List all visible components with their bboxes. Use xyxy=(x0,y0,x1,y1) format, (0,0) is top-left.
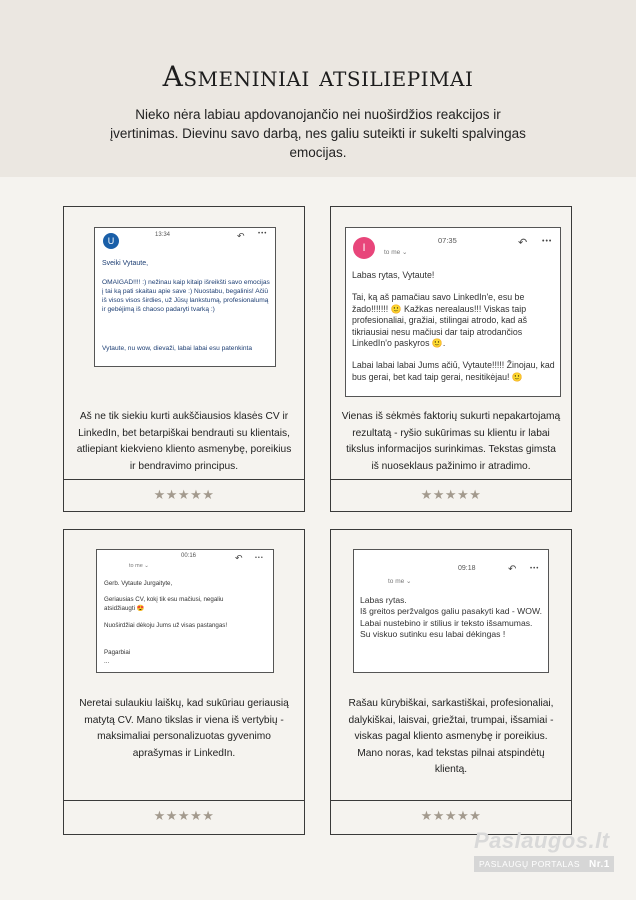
header xyxy=(0,0,636,177)
email-screenshot xyxy=(96,549,274,673)
avatar: U xyxy=(103,233,119,249)
email-screenshot xyxy=(345,227,561,397)
email-body: Iš greitos peržvalgos galiu pasakyti kad - WOW. Labai nustebino ir stilius ir teksto išsamumas. Su viskuo sutinku esu labai dėkingas ! xyxy=(360,606,542,639)
card-divider xyxy=(331,800,571,801)
email-time: 07:35 xyxy=(438,236,457,245)
email-time: 09:18 xyxy=(458,565,476,572)
reply-icon[interactable]: ↶ xyxy=(235,553,243,563)
more-icon[interactable]: ••• xyxy=(542,238,553,245)
page-title: Asmeniniai atsiliepimai xyxy=(162,60,474,93)
watermark-tagline: PASLAUGŲ PORTALAS xyxy=(479,859,581,869)
card-divider xyxy=(331,479,571,480)
watermark xyxy=(474,828,614,872)
email-greeting: Gerb. Vytaute Jurgaityte, xyxy=(104,580,173,587)
card-description: Vienas iš sėkmės faktorių sukurti nepakartojamą rezultatą - ryšio sukūrimas su klientu ir labai tikslus informacijos surinkimas. Tekstas gimsta iš nuoseklaus pažinimo ir atradimo. xyxy=(341,411,561,472)
testimonial-card-3 xyxy=(63,529,305,835)
email-screenshot xyxy=(353,549,549,673)
card-description: Rašau kūrybiškai, sarkastiškai, profesionaliai, dalykiškai, laisvai, griežtai, trumpai, išsamiai - viskas pagal kliento asmenybę ir poreikius. Mano noras, kad tekstas pilnai atspindėtų klientą. xyxy=(348,698,554,775)
card-divider xyxy=(64,800,304,801)
email-greeting: Sveiki Vytaute, xyxy=(102,260,149,267)
email-body: Tai, ką aš pamačiau savo LinkedIn'e, esu be žado!!!!!!! 🙂 Kažkas nerealaus!!! Viskas taip profesionaliai, gražiai, stilingai atrodo, kad aš tikriausiai nesu mačiusi dar taip atrodančios LinkedIn'o paskyros 🙂. xyxy=(352,292,528,348)
to-me-label: to me ⌄ xyxy=(388,578,412,585)
card-description: Neretai sulaukiu laiškų, kad sukūriau geriausią matytą CV. Mano tikslas ir viena iš vertybių - maksimaliai personalizuotas gyvenimo aprašymas ir LinkedIn. xyxy=(79,698,289,759)
page-subtitle: Nieko nėra labiau apdovanojančio nei nuoširdžios reakcijos ir įvertinimas. Dievinu savo darbą, nes galiu suteikti ir sukelti spalvingas emocijas. xyxy=(110,107,526,160)
more-icon[interactable]: ••• xyxy=(255,555,264,561)
watermark-brand: Paslaugos.lt xyxy=(474,828,610,853)
email-body: OMAIGAD!!!! :) nežinau kaip kitaip išreikšti savo emocijas į tai ką pati skaitau apie save :) Nuostabu, begalinis! Ačiū iš visos visos širdies, už Jūsų lankstumą, profesionalumą ir gebėjimą iš chaoso padaryti tvarką :) xyxy=(102,279,270,313)
email-screenshot xyxy=(94,227,276,367)
watermark-tagline-bar xyxy=(474,856,614,872)
card-divider xyxy=(64,479,304,480)
more-icon[interactable]: ••• xyxy=(258,231,268,237)
testimonial-card-2 xyxy=(330,206,572,512)
email-time: 00:16 xyxy=(181,553,197,559)
watermark-badge: Nr.1 xyxy=(588,859,610,870)
email-body: Geriausias CV, kokį tik esu mačiusi, negaliu atsidžiaugti 😍 xyxy=(104,596,224,612)
email-thanks: Nuoširdžiai dėkoju Jums už visas pastangas! xyxy=(104,622,228,629)
testimonial-card-1 xyxy=(63,206,305,512)
reply-icon[interactable]: ↶ xyxy=(518,237,528,249)
email-time: 13:34 xyxy=(155,232,171,238)
card-description: Aš ne tik siekiu kurti aukščiausios klasės CV ir LinkedIn, bet betarpiškai bendrauti su klientais, atliepiant kiekvieno kliento asmenybę, poreikius ir bendravimo principus. xyxy=(76,411,292,472)
reply-icon[interactable]: ↶ xyxy=(237,231,245,241)
email-greeting: Labas rytas, Vytaute! xyxy=(352,270,435,280)
testimonial-card-4 xyxy=(330,529,572,835)
to-me-label: to me ⌄ xyxy=(384,249,408,256)
more-icon[interactable]: ••• xyxy=(530,566,540,572)
to-me-label: to me ⌄ xyxy=(129,563,149,569)
email-greeting: Labas rytas. xyxy=(360,595,407,605)
email-footer: Labai labai labai Jums ačiū, Vytaute!!!!! Žinojau, kad bus gerai, bet kad taip gerai, nesitikėjau! 🙂 xyxy=(352,360,555,382)
reply-icon[interactable]: ↶ xyxy=(508,564,517,575)
star-rating: ★★★★★ xyxy=(420,487,482,502)
email-footer: Pagarbiai ... xyxy=(104,649,131,665)
star-rating: ★★★★★ xyxy=(153,808,215,823)
avatar: I xyxy=(353,237,375,259)
email-footer: Vytaute, nu wow, dievaži, labai labai esu patenkinta xyxy=(102,345,253,352)
star-rating: ★★★★★ xyxy=(420,808,482,823)
star-rating: ★★★★★ xyxy=(153,487,215,502)
